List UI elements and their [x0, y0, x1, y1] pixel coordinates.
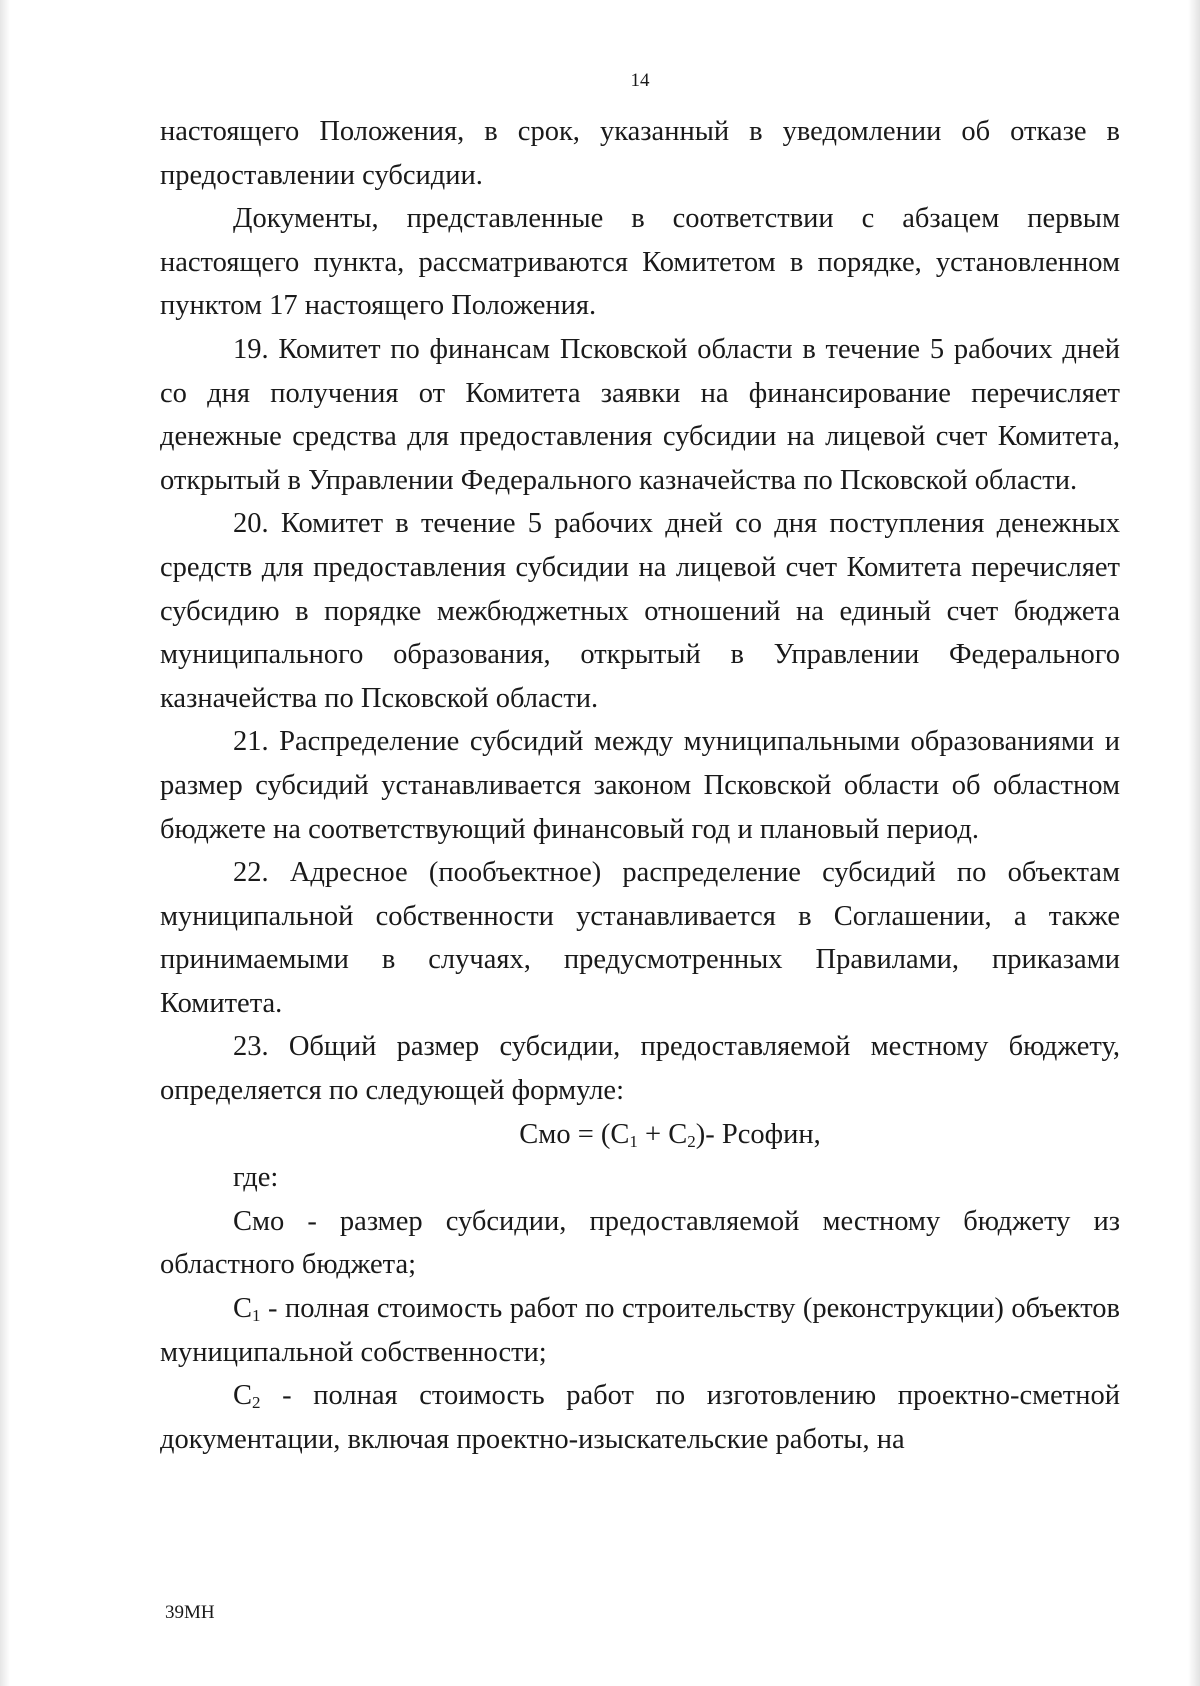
paragraph-20: 20. Комитет в течение 5 рабочих дней со дня поступления денежных средств для предоставления субсидии на лицевой счет Комитета перечисляет субсидию в порядке межбюджетных отношений на единый счет бюджета муниципального образования, открытый в Управлении Федерального казначейства по Псковской области. — [160, 508, 1120, 714]
footer-code: 39МН — [165, 1602, 215, 1623]
paragraph-21: 21. Распределение субсидий между муниципальными образованиями и размер субсидий устанавливается законом Псковской области об областном бюджете на соответствующий финансовый год и плановый период. — [160, 726, 1120, 845]
scan-edge-right — [1188, 0, 1200, 1686]
formula-sub-2: 2 — [687, 1131, 696, 1151]
c2-symbol: С — [233, 1380, 253, 1412]
c1-subscript: 1 — [252, 1306, 261, 1326]
formula-right: )- Рсофин, — [695, 1118, 821, 1150]
paragraph-22: 22. Адресное (пообъектное) распределение субсидий по объектам муниципальной собственности устанавливается в Соглашении, а также принимаемыми в случаях, предусмотренных Правилами, приказами Комитета. — [160, 857, 1120, 1019]
paragraph-23: 23. Общий размер субсидии, предоставляемой местному бюджету, определяется по следующей формуле: — [160, 1031, 1120, 1107]
document-body — [160, 110, 1120, 1461]
definition-c2 — [160, 1374, 1120, 1461]
c1-text: - полная стоимость работ по строительству (реконструкции) объектов муниципальной собственности; — [160, 1293, 1120, 1368]
definition-smo: Смо - размер субсидии, предоставляемой местному бюджету из областного бюджета; — [160, 1205, 1120, 1281]
formula-sub-1: 1 — [629, 1131, 638, 1151]
paragraph-continuation: настоящего Положения, в срок, указанный в уведомлении об отказе в предоставлении субсидии. — [160, 116, 1120, 191]
c2-subscript: 2 — [252, 1393, 261, 1413]
where-label: где: — [233, 1162, 279, 1194]
c2-text: - полная стоимость работ по изготовлению проектно-сметной документации, включая проектно-изыскательские работы, на — [160, 1380, 1120, 1455]
formula — [160, 1113, 1120, 1157]
formula-left: Смо = (С — [519, 1118, 630, 1150]
paragraph-19: 19. Комитет по финансам Псковской области в течение 5 рабочих дней со дня получения от Комитета заявки на финансирование перечисляет денежные средства для предоставления субсидии на лицевой счет Комитета, открытый в Управлении Федерального казначейства по Псковской области. — [160, 333, 1120, 496]
definition-c1 — [160, 1287, 1120, 1374]
page-number: 14 — [630, 70, 650, 91]
paragraph-documents: Документы, представленные в соответствии с абзацем первым настоящего пункта, рассматриваются Комитетом в порядке, установленном пунктом 17 настоящего Положения. — [160, 203, 1120, 322]
c1-symbol: С — [233, 1293, 253, 1325]
formula-plus: + С — [637, 1118, 688, 1150]
scan-edge-left — [0, 0, 10, 1686]
